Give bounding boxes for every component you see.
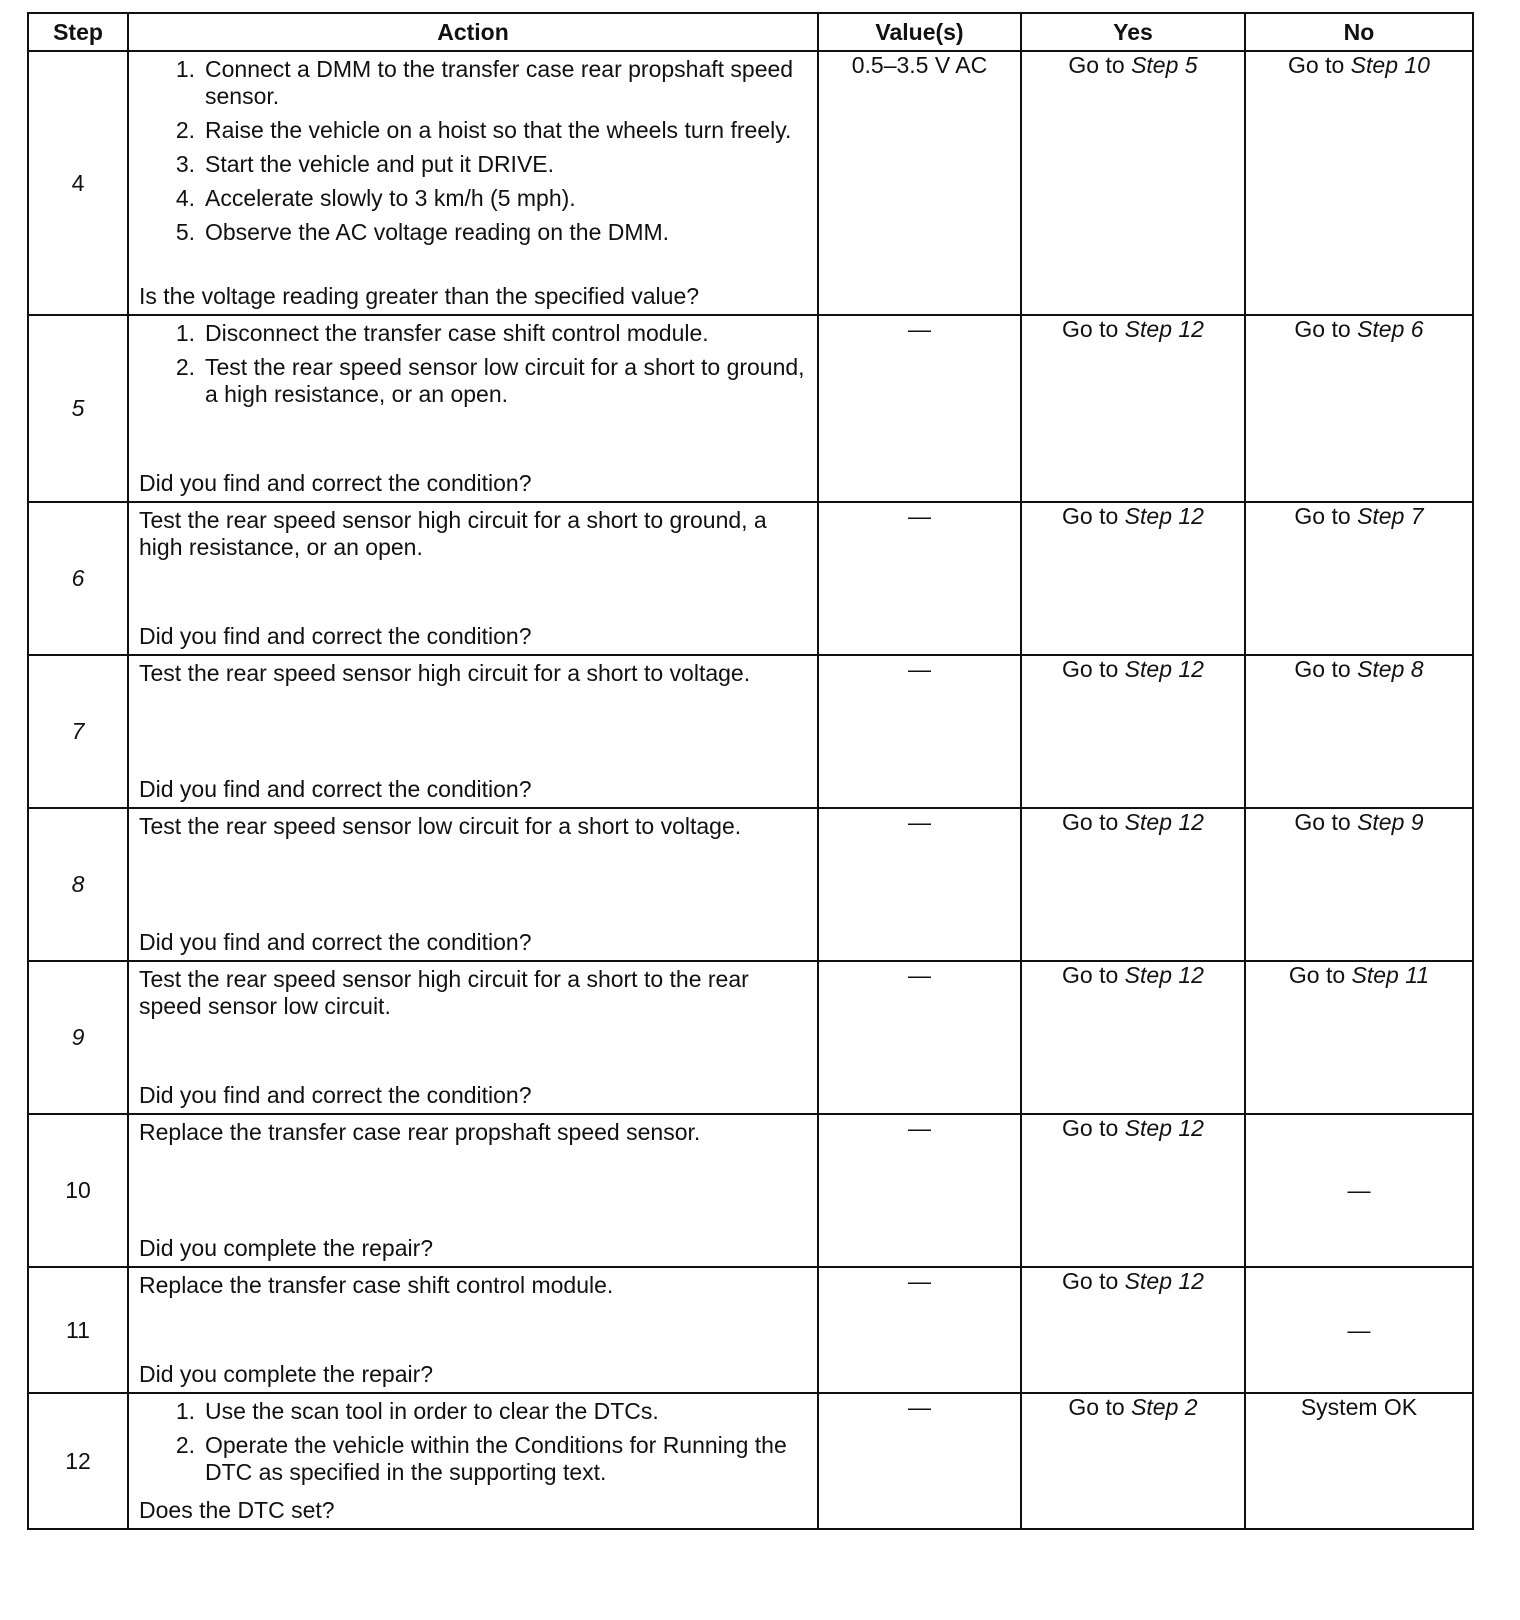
no-step-link: Step 9 [1357,809,1424,835]
table-row [28,315,1473,502]
header-action: Action [128,13,818,51]
table-row [28,808,1473,961]
action-step-text: Test the rear speed sensor low circuit for a short to ground, a high resistance, or an open. [205,354,805,407]
action-question: Did you find and correct the condition? [139,776,532,802]
action-text: Test the rear speed sensor low circuit for a short to voltage. [139,813,742,839]
action-text: Replace the transfer case rear propshaft speed sensor. [139,1119,701,1145]
action-step-text: Accelerate slowly to 3 km/h (5 mph). [205,185,576,211]
action-step-text: Use the scan tool in order to clear the DTCs. [205,1398,659,1424]
action-question: Did you complete the repair? [139,1235,434,1261]
action-text: Test the rear speed sensor high circuit for a short to voltage. [139,660,751,686]
step-number: 4 [28,51,128,315]
yes-prefix: Go to [1068,52,1132,78]
action-steps-list [139,1398,807,1486]
value-cell: — [818,315,1021,502]
value-cell: — [818,1114,1021,1267]
header-row [28,13,1473,51]
action-step-number: 2. [175,1432,195,1458]
step-number: 5 [28,315,128,502]
action-step-number: 1. [175,56,195,82]
action-step-number: 1. [175,1398,195,1424]
no-prefix: Go to [1294,316,1358,342]
yes-cell [1021,808,1245,961]
action-content [129,962,817,1113]
yes-cell [1021,1393,1245,1529]
action-content [129,1115,817,1266]
action-text: Test the rear speed sensor high circuit for a short to the rear speed sensor low circuit. [139,966,749,1019]
action-question: Did you find and correct the condition? [139,470,532,496]
yes-prefix: Go to [1062,809,1125,835]
action-cell [128,1393,818,1529]
action-step [139,117,807,144]
no-cell [1245,315,1473,502]
yes-prefix: Go to [1068,1394,1132,1420]
no-cell [1245,655,1473,808]
action-cell [128,51,818,315]
no-prefix: Go to [1288,52,1351,78]
action-question: Did you find and correct the condition? [139,623,532,649]
yes-cell [1021,51,1245,315]
action-step-number: 1. [175,320,195,346]
no-step-link: Step 8 [1357,656,1424,682]
yes-step-link: Step 5 [1131,52,1198,78]
yes-prefix: Go to [1062,316,1125,342]
table-row [28,1393,1473,1529]
no-prefix: Go to [1294,656,1358,682]
no-step-link: Step 11 [1351,962,1430,988]
yes-step-link: Step 12 [1124,1115,1204,1141]
action-step-number: 2. [175,117,195,143]
table-body [28,51,1473,1529]
action-content [129,1268,817,1392]
yes-prefix: Go to [1062,1268,1125,1294]
yes-prefix: Go to [1062,962,1125,988]
step-number: 10 [28,1114,128,1267]
action-step-number: 2. [175,354,195,380]
no-text: System OK [1300,1394,1418,1420]
table-row [28,502,1473,655]
action-steps-list [139,320,807,408]
action-step [139,1432,807,1486]
action-cell [128,1267,818,1393]
action-cell [128,808,818,961]
action-step [139,354,807,408]
action-content [129,809,817,960]
no-cell [1245,1393,1473,1529]
value-cell: — [818,808,1021,961]
action-question: Did you find and correct the condition? [139,929,532,955]
value-cell: — [818,655,1021,808]
action-steps-list [139,56,807,246]
yes-cell [1021,961,1245,1114]
action-cell [128,1114,818,1267]
no-prefix: Go to [1294,503,1358,529]
step-number: 11 [28,1267,128,1393]
header-yes: Yes [1021,13,1245,51]
value-cell: — [818,502,1021,655]
header-no: No [1245,13,1473,51]
no-text: — [1347,1316,1371,1343]
no-cell [1245,502,1473,655]
action-content [129,316,817,501]
value-cell: — [818,961,1021,1114]
yes-step-link: Step 12 [1124,1268,1204,1294]
value-cell: 0.5–3.5 V AC [818,51,1021,315]
action-cell [128,315,818,502]
action-step [139,1398,807,1425]
step-number: 8 [28,808,128,961]
table-row [28,1267,1473,1393]
table-row [28,1114,1473,1267]
action-text: Test the rear speed sensor high circuit for a short to ground, a high resistance, or an open. [139,507,767,560]
action-question: Does the DTC set? [139,1497,335,1523]
action-step [139,185,807,212]
action-question: Is the voltage reading greater than the specified value? [139,283,700,309]
no-cell [1245,961,1473,1114]
no-cell [1245,808,1473,961]
yes-cell [1021,1267,1245,1393]
action-step-text: Disconnect the transfer case shift control module. [205,320,709,346]
table-row [28,51,1473,315]
value-cell: — [818,1267,1021,1393]
yes-step-link: Step 12 [1124,316,1204,342]
action-content [129,656,817,807]
step-number: 7 [28,655,128,808]
no-text: — [1347,1177,1371,1203]
action-question: Did you find and correct the condition? [139,1082,532,1108]
yes-step-link: Step 12 [1124,656,1204,682]
step-number: 6 [28,502,128,655]
action-step-text: Observe the AC voltage reading on the DMM. [205,219,670,245]
no-step-link: Step 7 [1357,503,1424,529]
yes-prefix: Go to [1062,656,1125,682]
action-content [129,503,817,654]
yes-cell [1021,655,1245,808]
action-step-number: 4. [175,185,195,211]
table-row [28,655,1473,808]
no-cell [1245,51,1473,315]
action-question: Did you complete the repair? [139,1361,434,1387]
header-values: Value(s) [818,13,1021,51]
action-content [129,52,817,314]
value-cell: — [818,1393,1021,1529]
no-cell [1245,1267,1473,1393]
action-step-text: Operate the vehicle within the Conditions for Running the DTC as specified in the supporting text. [205,1432,787,1485]
action-text: Replace the transfer case shift control module. [139,1272,614,1298]
yes-step-link: Step 12 [1124,503,1204,529]
no-step-link: Step 10 [1350,52,1430,78]
yes-cell [1021,502,1245,655]
yes-step-link: Step 12 [1124,809,1204,835]
diagnostic-table [27,12,1474,1530]
action-step [139,219,807,246]
action-step-text: Start the vehicle and put it DRIVE. [205,151,555,177]
action-step [139,320,807,347]
action-step-text: Raise the vehicle on a hoist so that the wheels turn freely. [205,117,792,143]
action-content [129,1394,817,1528]
step-number: 12 [28,1393,128,1529]
no-step-link: Step 6 [1357,316,1424,342]
action-step-text: Connect a DMM to the transfer case rear propshaft speed sensor. [205,56,794,109]
yes-prefix: Go to [1062,1115,1125,1141]
step-number: 9 [28,961,128,1114]
yes-prefix: Go to [1062,503,1125,529]
action-step-number: 3. [175,151,195,177]
action-cell [128,502,818,655]
no-prefix: Go to [1294,809,1358,835]
yes-step-link: Step 12 [1124,962,1204,988]
table-row [28,961,1473,1114]
action-step-number: 5. [175,219,195,245]
no-cell [1245,1114,1473,1267]
action-step [139,56,807,110]
no-prefix: Go to [1288,962,1352,988]
action-cell [128,655,818,808]
yes-cell [1021,315,1245,502]
header-step: Step [28,13,128,51]
action-step [139,151,807,178]
yes-step-link: Step 2 [1131,1394,1198,1420]
action-cell [128,961,818,1114]
yes-cell [1021,1114,1245,1267]
